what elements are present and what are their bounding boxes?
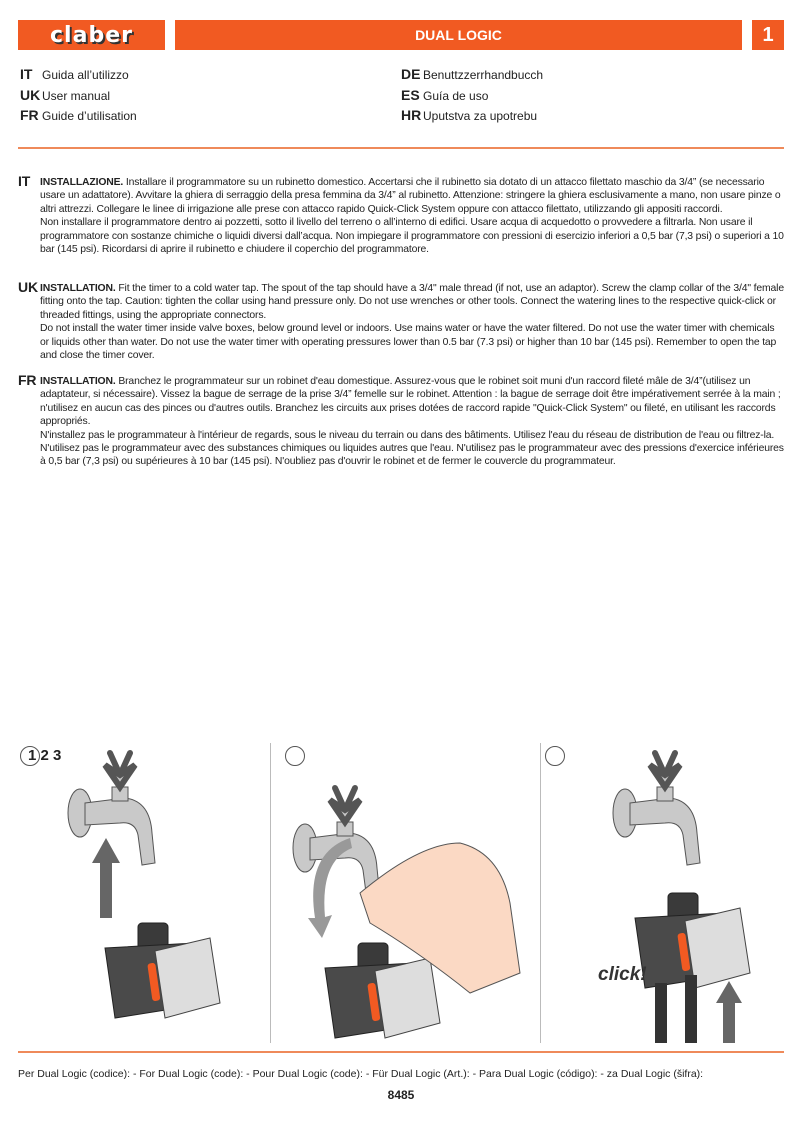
section-uk: UK INSTALLATION. Fit the timer to a cold water tap. The spout of the tap should have a 3/4" male thread (if not, use an adaptor). Screw the clamp collar of the 3/4" female fitting onto the tap. Caution: tighten the collar using hand pressure only. Do not use wrenches or other tools. Connect the watering lines to the respective quick-click or threaded fittings, using the appropriate connectors. Do not install the water timer inside valve boxes, below ground level or indoors. Use mains water or have the water filtered. Do not use the water timer with chemicals or liquids other than water. Do not use the water timer with operating pressures lower than 0.5 bar (7.3 psi) or higher than 10 bar (145 psi). Remember to open the tap and close the timer cover. [18, 279, 784, 362]
product-codes-line: Per Dual Logic (codice): - For Dual Logic (code): - Pour Dual Logic (code): - Für Dual Logic (Art.): - Para Dual Logic (código): - za Dual Logic (šifra): [18, 1068, 704, 1080]
language-item: FR Guide d’utilisation [20, 107, 137, 123]
section-it: IT INSTALLAZIONE. Installare il programmatore su un rubinetto domestico. Accertarsi che il rubinetto sia dotato di un attacco filettato maschio da 3/4” (se necessario usare un adattatore). Avvitare la ghiera di serraggio della presa femmina da 3/4” al rubinetto. Attenzione: stringere la ghiera esclusivamente a mano, non usare pinze o altri attrezzi. Collegare le linee di irrigazione alle prese con attacco rapido Quick-Click System oppure con attacco filettato, utilizzando gli appositi raccordi. Non installare il programmatore dentro ai pozzetti, sotto il livello del terreno o all’interno di edifici. Usare acqua di acquedotto o provvedere a filtrarla. Non usare il programmatore con sostanze chimiche o liquidi diversi dall’acqua. Non impiegare il programmatore con pressioni di esercizio inferiori a 0,5 bar (7,3 psi) o superiori a 10 bar (145 psi). Ricordarsi di aprire il rubinetto e chiudere il coperchio del programmatore. [18, 173, 784, 256]
product-code: 8485 [387, 1088, 415, 1102]
up-arrow-icon [716, 981, 742, 1043]
divider [18, 1051, 784, 1053]
divider [18, 147, 784, 149]
step-numbers: 1 2 3 [28, 747, 62, 764]
installation-illustration [0, 743, 802, 1043]
section-fr: FR INSTALLATION. Branchez le programmateur sur un robinet d'eau domestique. Assurez-vous que le robinet soit muni d'un raccord fileté mâle de 3/4”(utilisez un adaptateur, si nécessaire). Vissez la bague de serrage de la prise 3/4” femelle sur le robinet. Attention : la bague de serrage doit être impérativement serrée à la main ; n'utilisez en aucun cas des pinces ou d'autres outils. Branchez les circuits aux prises dotées de raccord rapide "Quick-Click System" ou fileté, en utilisant les raccords appropriés. N'installez pas le programmateur à l'intérieur de regards, sous le niveau du terrain ou dans des bâtiments. Utilisez l'eau du réseau de distribution de l'eau ou filtrez-la. N'utilisez pas le programmateur avec des substances chimiques ou liquides autres que l'eau. N'utilisez pas le programmateur avec des pressions d'exercice inférieures à 0,5 bar (7,3 psi) ou supérieures à 10 bar (145 psi). N'oubliez pas d'ouvrir le robinet et de fermer le couvercle du programmateur. [18, 372, 784, 468]
language-item: DE Benuttzzerrhandbucch [401, 66, 544, 82]
language-list-left [20, 66, 137, 128]
claber-logo: claber [18, 20, 165, 50]
language-item: HR Uputstva za upotrebu [401, 107, 538, 123]
timer-image [635, 893, 750, 988]
language-item: UK User manual [20, 86, 111, 103]
timer-image [105, 923, 220, 1018]
language-list-right [401, 66, 543, 128]
page-title: DUAL LOGIC [175, 20, 742, 50]
language-item: ES Guía de uso [401, 86, 489, 103]
tap-image [293, 788, 380, 900]
tap-image [613, 753, 700, 865]
up-arrow-icon [92, 838, 120, 918]
click-label: click! [598, 964, 647, 985]
page-number: 1 [752, 20, 784, 50]
language-item: IT Guida all’utilizzo [20, 66, 129, 82]
